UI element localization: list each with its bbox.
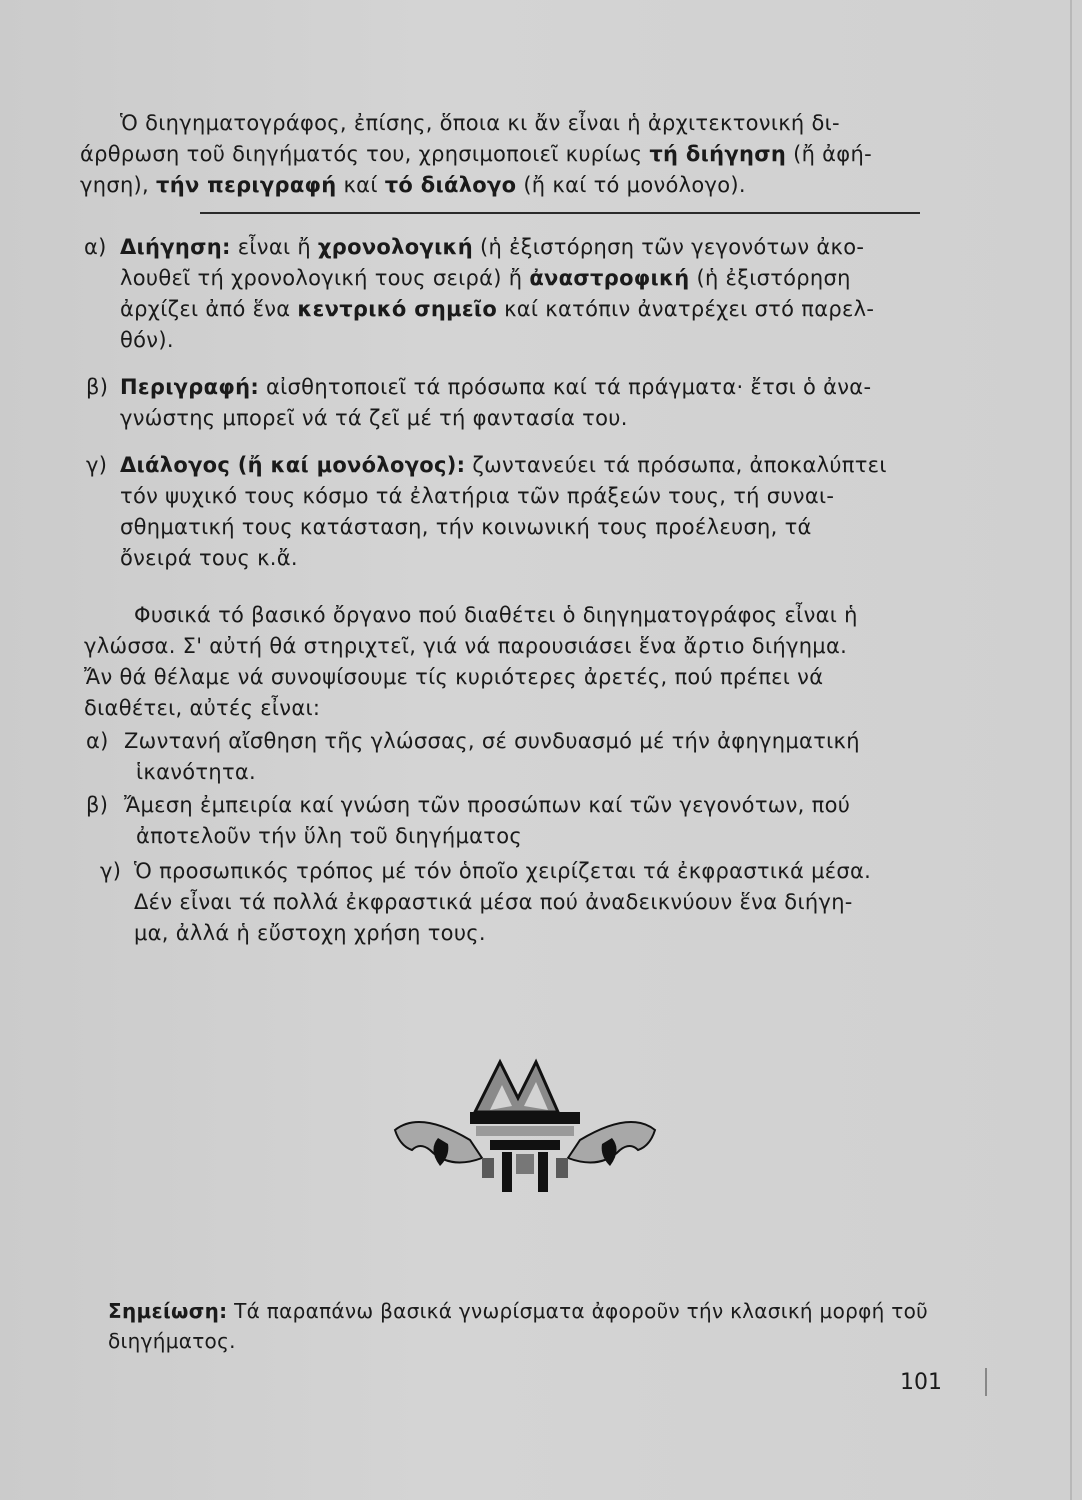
virtue-line: Δέν εἶναι τά πολλά ἐκφραστικά μέσα πού ἀναδεικνύουν ἕνα διήγη- [134, 890, 853, 914]
intro-term-description: τήν περιγραφή [156, 173, 337, 197]
note-label: Σημείωση: [108, 1299, 228, 1323]
intro-text: καί [336, 173, 385, 197]
virtue-item [124, 790, 964, 852]
item-text: λουθεῖ τή χρονολογική τους σειρά) ἤ [120, 266, 530, 290]
term-dialogue: Διάλογος (ἤ καί μονόλογος): [120, 453, 466, 477]
item-text: καί κατόπιν ἀνατρέχει στό παρελ- [497, 297, 875, 321]
note-line-2: διηγήματος. [108, 1329, 236, 1353]
term-central-point: κεντρικό σημεῖο [297, 297, 498, 321]
item-line [120, 232, 960, 263]
item-text: (ἡ ἐξιστόρηση [689, 266, 851, 290]
term-narration: Διήγηση: [120, 235, 231, 259]
term-description: Περιγραφή: [120, 375, 260, 399]
language-line-4: διαθέτει, αὐτές εἶναι: [84, 696, 321, 720]
item-line [120, 294, 960, 325]
page-number: 101 [900, 1370, 942, 1395]
item-narration [120, 232, 960, 356]
item-line: σθηματική τους κατάσταση, τήν κοινωνική τους προέλευση, τά [120, 515, 812, 539]
language-line-1: Φυσικά τό βασικό ὄργανο πού διαθέτει ὁ διηγηματογράφος εἶναι ἡ [134, 603, 858, 627]
intro-text: (ἤ ἀφή- [786, 142, 872, 166]
intro-text: γηση), [80, 173, 156, 197]
virtue-line: μα, ἀλλά ἡ εὔστοχη χρήση τους. [134, 921, 486, 945]
item-line: γνώστης μπορεῖ νά τά ζεῖ μέ τή φαντασία του. [120, 406, 628, 430]
item-dialogue [120, 450, 960, 574]
note-block [108, 1296, 968, 1356]
item-line: ὄνειρά τους κ.ἄ. [120, 546, 298, 570]
term-reverse: ἀναστροφική [529, 266, 690, 290]
term-chronological: χρονολογική [317, 235, 474, 259]
intro-line-1: Ὁ διηγηματογράφος, ἐπίσης, ὅποια κι ἄν εἶναι ἡ ἀρχιτεκτονική δι- [120, 111, 840, 135]
virtue-line: Ζωντανή αἴσθηση τῆς γλώσσας, σέ συνδυασμό μέ τήν ἀφηγηματική [124, 729, 860, 753]
virtue-marker-b: β) [86, 793, 109, 817]
item-marker-a: α) [84, 235, 107, 259]
intro-paragraph [80, 108, 960, 201]
intro-text: άρθρωση τοῦ διηγήματός του, χρησιμοποιεῖ κυρίως [80, 142, 650, 166]
intro-line-3 [80, 170, 960, 201]
intro-term-narration: τή διήγηση [649, 142, 787, 166]
item-text: ζωντανεύει τά πρόσωπα, ἀποκαλύπτει [465, 453, 887, 477]
item-description [120, 372, 960, 434]
virtue-line: Ὁ προσωπικός τρόπος μέ τόν ὁποῖο χειρίζεται τά ἐκφραστικά μέσα. [134, 859, 872, 883]
intro-text: (ἤ καί τό μονόλογο). [516, 173, 746, 197]
intro-term-dialogue: τό διάλογο [384, 173, 517, 197]
item-line [120, 372, 960, 403]
item-text: (ἡ ἐξιστόρηση τῶν γεγονότων ἀκο- [473, 235, 865, 259]
item-line: θόν). [120, 328, 174, 352]
virtue-item [134, 856, 964, 949]
page-edge [1070, 0, 1072, 1500]
language-paragraph [84, 600, 964, 724]
virtue-line: ἱκανότητα. [136, 760, 257, 784]
virtue-item [124, 726, 964, 788]
virtue-marker-a: α) [86, 729, 109, 753]
item-line [120, 450, 960, 481]
intro-line-2 [80, 139, 960, 170]
decorative-vignette-icon [390, 1050, 660, 1210]
virtue-marker-c: γ) [100, 859, 122, 883]
item-line [120, 263, 960, 294]
item-marker-c: γ) [86, 453, 108, 477]
item-text: ἀρχίζει ἀπό ἕνα [120, 297, 298, 321]
language-line-2: γλώσσα. Σ' αὐτή θά στηριχτεῖ, γιά νά παρουσιάσει ἕνα ἄρτιο διήγημα. [84, 634, 848, 658]
note-line-1 [108, 1296, 968, 1326]
language-line-3: Ἄν θά θέλαμε νά συνοψίσουμε τίς κυριότερες ἀρετές, πού πρέπει νά [84, 665, 824, 689]
virtue-line: Ἄμεση ἐμπειρία καί γνώση τῶν προσώπων καί τῶν γεγονότων, πού [124, 793, 851, 817]
item-text: εἶναι ἤ [230, 235, 318, 259]
item-text: αἰσθητοποιεῖ τά πρόσωπα καί τά πράγματα· ἔτσι ὁ ἀνα- [259, 375, 872, 399]
divider-rule [200, 212, 920, 214]
note-text: Τά παραπάνω βασικά γνωρίσματα ἀφοροῦν τήν κλασική μορφή τοῦ [227, 1299, 928, 1323]
item-line: τόν ψυχικό τους κόσμο τά ἐλατήρια τῶν πράξεών τους, τή συναι- [120, 484, 835, 508]
item-marker-b: β) [86, 375, 109, 399]
page-number-mark [985, 1368, 987, 1396]
virtue-line: ἀποτελοῦν τήν ὕλη τοῦ διηγήματος [136, 824, 523, 848]
